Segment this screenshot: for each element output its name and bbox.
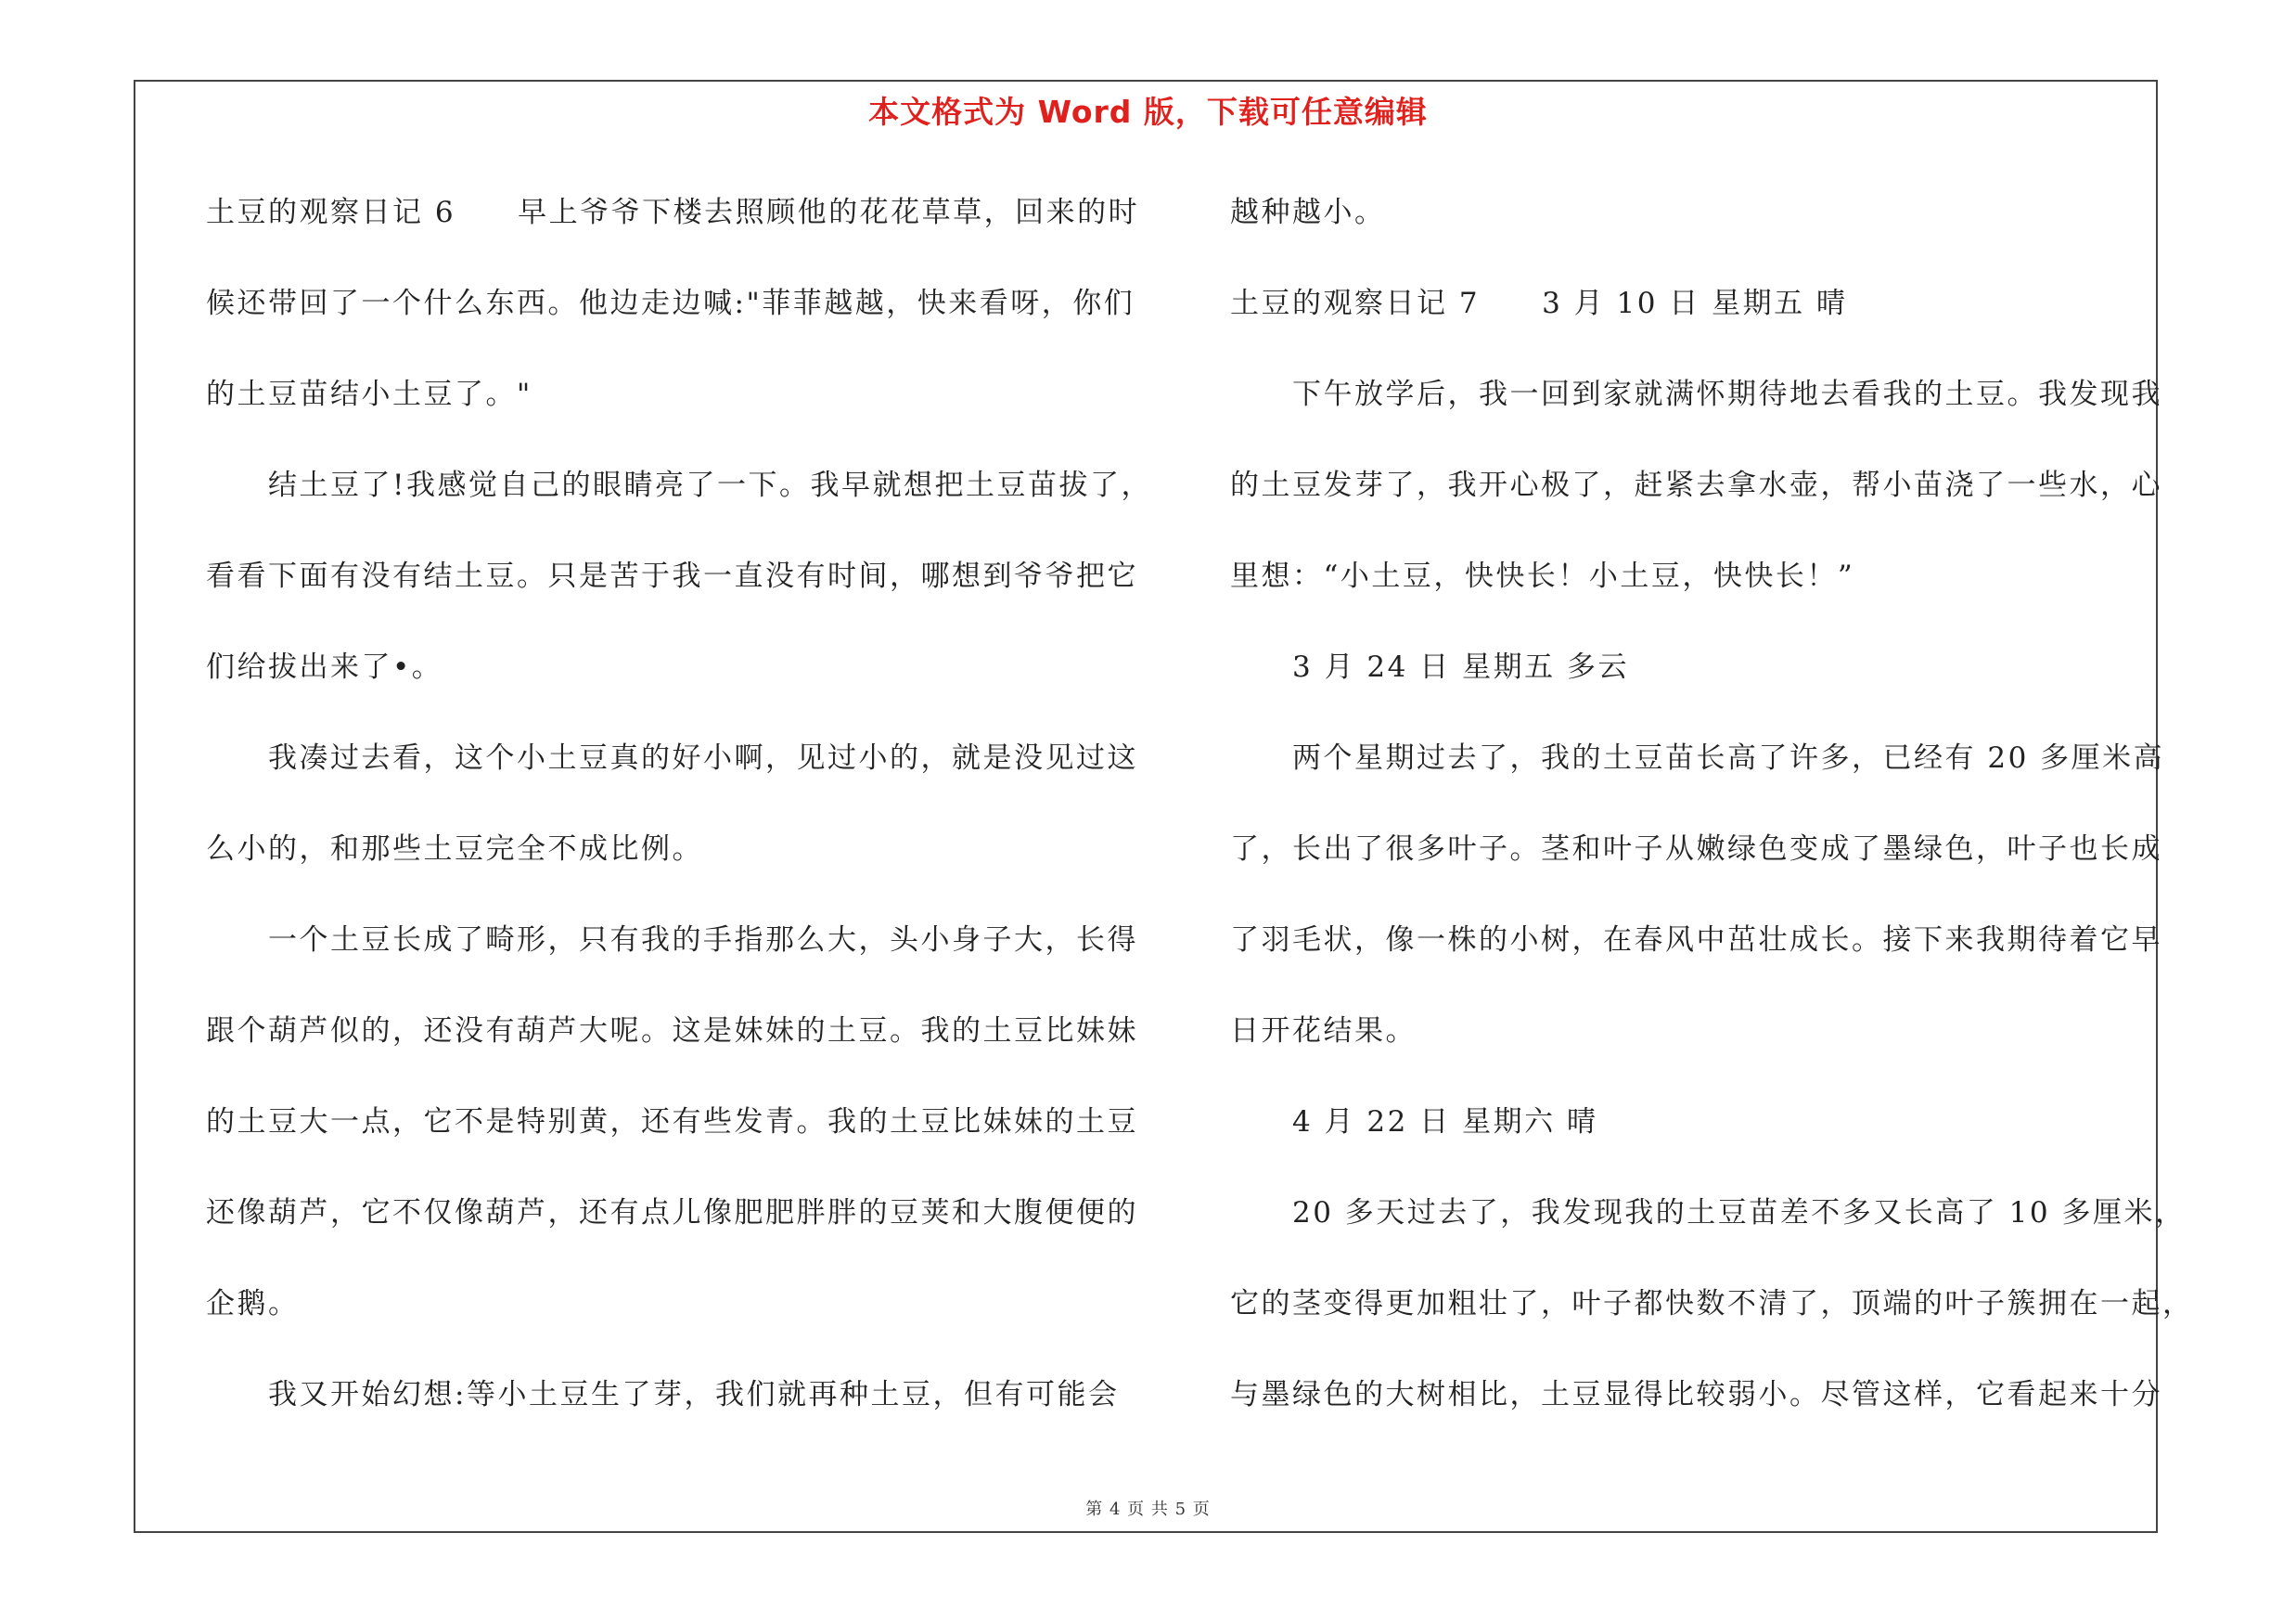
text-line: 还像葫芦，它不仅像葫芦，还有点儿像肥肥胖胖的豆荚和大腹便便的 xyxy=(206,1196,1138,1230)
right-text-column xyxy=(1230,186,2194,1459)
text-line: 4 月 22 日 星期六 晴 xyxy=(1230,1105,1598,1139)
text-line: 了羽毛状，像一株的小树，在春风中茁壮成长。接下来我期待着它早 xyxy=(1230,923,2162,957)
text-line: 20 多天过去了，我发现我的土豆苗差不多又长高了 10 多厘米， xyxy=(1230,1196,2187,1230)
text-line: 我又开始幻想:等小土豆生了芽，我们就再种土豆，但有可能会 xyxy=(206,1378,1120,1411)
text-line: 企鹅。 xyxy=(206,1287,300,1320)
text-line: 里想：“小土豆，快快长！小土豆，快快长！” xyxy=(1230,560,1855,593)
text-line: 土豆的观察日记 7 3 月 10 日 星期五 晴 xyxy=(1230,287,1848,320)
text-line: 日开花结果。 xyxy=(1230,1014,1417,1048)
text-line: 跟个葫芦似的，还没有葫芦大呢。这是妹妹的土豆。我的土豆比妹妹 xyxy=(206,1014,1138,1048)
text-line: 土豆的观察日记 6 早上爷爷下楼去照顾他的花花草草，回来的时 xyxy=(206,196,1140,229)
text-line: 越种越小。 xyxy=(1230,196,1386,229)
text-line: 了，长出了很多叶子。茎和叶子从嫩绿色变成了墨绿色，叶子也长成 xyxy=(1230,832,2162,866)
text-line: 么小的，和那些土豆完全不成比例。 xyxy=(206,832,703,866)
text-line: 它的茎变得更加粗壮了，叶子都快数不清了，顶端的叶子簇拥在一起， xyxy=(1230,1287,2194,1320)
text-line: 的土豆苗结小土豆了。" xyxy=(206,378,532,411)
text-line: 下午放学后，我一回到家就满怀期待地去看我的土豆。我发现我 xyxy=(1230,378,2162,411)
text-line: 们给拔出来了•。 xyxy=(206,650,443,684)
text-line: 我凑过去看，这个小土豆真的好小啊，见过小的，就是没见过这 xyxy=(206,741,1138,775)
text-line: 两个星期过去了，我的土豆苗长高了许多，已经有 20 多厘米高 xyxy=(1230,741,2165,775)
page-header-title: 本文格式为 Word 版，下载可任意编辑 xyxy=(868,94,1428,130)
text-line: 候还带回了一个什么东西。他边走边喊:"菲菲越越，快来看呀，你们 xyxy=(206,287,1135,320)
text-line: 一个土豆长成了畸形，只有我的手指那么大，头小身子大，长得 xyxy=(206,923,1138,957)
left-text-column xyxy=(206,186,1152,1459)
text-line: 的土豆发芽了，我开心极了，赶紧去拿水壶，帮小苗浇了一些水，心 xyxy=(1230,469,2162,502)
page-number-footer: 第 4 页 共 5 页 xyxy=(1085,1500,1211,1519)
text-line: 与墨绿色的大树相比，土豆显得比较弱小。尽管这样，它看起来十分 xyxy=(1230,1378,2162,1411)
text-line: 看看下面有没有结土豆。只是苦于我一直没有时间，哪想到爷爷把它 xyxy=(206,560,1138,593)
text-line: 的土豆大一点，它不是特别黄，还有些发青。我的土豆比妹妹的土豆 xyxy=(206,1105,1138,1139)
text-line: 结土豆了!我感觉自己的眼睛亮了一下。我早就想把土豆苗拔了， xyxy=(206,469,1152,502)
text-line: 3 月 24 日 星期五 多云 xyxy=(1230,650,1629,684)
